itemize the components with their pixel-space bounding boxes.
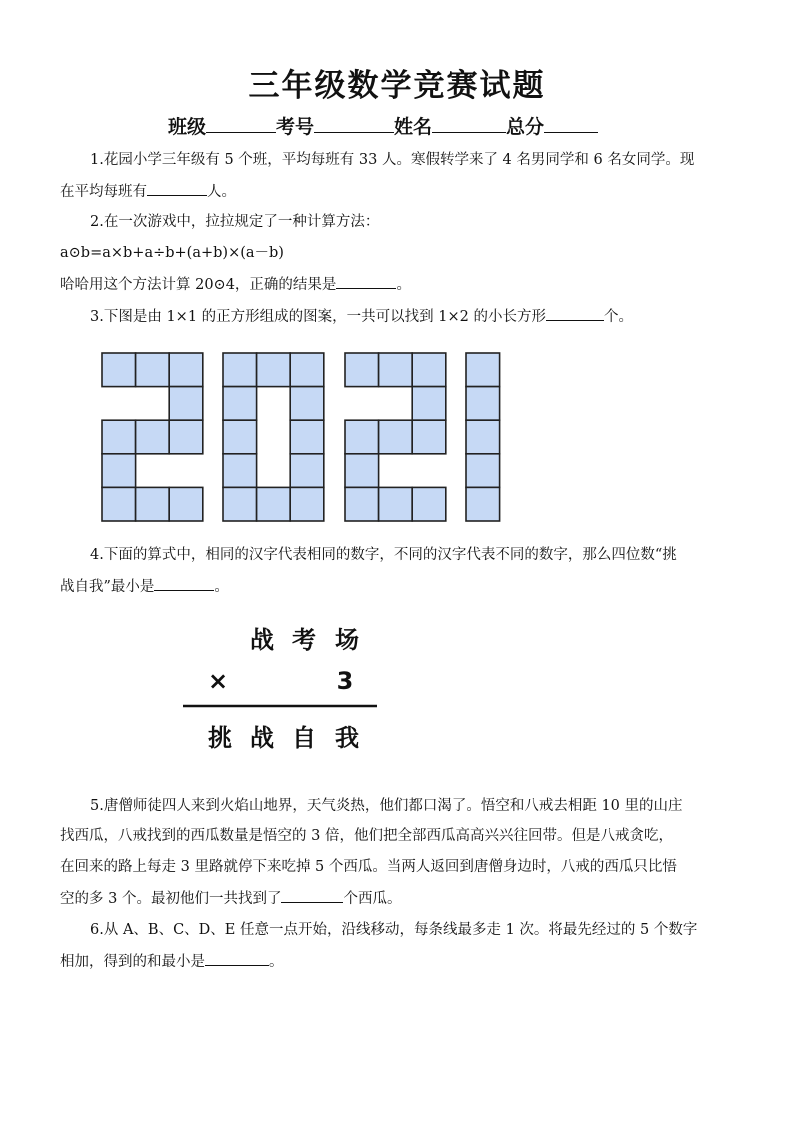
unit-square [223,387,257,421]
unit-square [169,353,203,387]
q4-line2 [60,576,229,597]
unit-square [102,487,136,521]
q4-text-end: 。 [214,579,229,595]
q6-line2 [60,951,284,972]
unit-square [136,353,170,387]
q5-line2: 找西瓜，八戒找到的西瓜数量是悟空的 3 倍，他们把全部西瓜高高兴兴往回带。但是八戒贪吃， [60,828,673,844]
q1-text-end: 人。 [207,184,236,200]
unit-square [169,420,203,454]
unit-square [290,353,324,387]
q6-answer-blank[interactable] [205,951,269,966]
multiplicand-digit: 场 [335,626,359,654]
q5-text: 空的多 3 个。最初他们一共找到了 [60,891,282,907]
unit-square [412,420,446,454]
q5-answer-blank[interactable] [281,888,343,903]
unit-square [466,454,500,488]
unit-square [290,420,324,454]
unit-square [223,454,257,488]
q4-answer-blank[interactable] [154,576,214,591]
q2-text: 哈哈用这个方法计算 20⊙4，正确的结果是 [60,277,337,293]
unit-square [345,353,379,387]
unit-square [223,420,257,454]
q3-text: 3.下图是由 1×1 的正方形组成的图案，一共可以找到 1×2 的小长方形 [90,309,546,325]
score-label: 总分 [506,116,545,138]
unit-square [412,387,446,421]
unit-square [345,454,379,488]
q3-text-end: 个。 [603,309,633,325]
name-label: 姓名 [394,116,433,138]
unit-square [223,353,257,387]
q6-text: 相加，得到的和最小是 [60,954,205,970]
unit-square [412,487,446,521]
unit-square [345,487,379,521]
class-label: 班级 [168,116,207,138]
multiply-operator: × [207,667,229,695]
q1-text: 在平均每班有 [60,184,147,200]
product-digit: 我 [335,724,359,752]
page-title: 三年级数学竞赛试题 [248,68,546,104]
unit-square [169,487,203,521]
unit-square [102,353,136,387]
unit-square [169,387,203,421]
multiplier-digit: 3 [336,667,354,695]
unit-square [136,487,170,521]
multiplicand-digit: 战 [250,626,274,654]
q5-line4 [60,888,401,909]
unit-square [257,353,291,387]
unit-square [102,420,136,454]
unit-square [466,387,500,421]
q2-text-end: 。 [396,277,411,293]
q5-line3: 在回来的路上每走 3 里路就停下来吃掉 5 个西瓜。当两人返回到唐僧身边时，八戒的西瓜只比悟 [60,859,677,875]
product-digit: 自 [292,724,316,752]
q5-line1: 5.唐僧师徒四人来到火焰山地界，天气炎热，他们都口渴了。悟空和八戒去相距 10 里的山庄 [90,798,683,814]
unit-square [290,487,324,521]
unit-square [466,487,500,521]
q1-line1: 1.花园小学三年级有 5 个班，平均每班有 33 人。寒假转学来了 4 名男同学和 6 名女同学。现 [90,152,695,168]
unit-square [257,487,291,521]
unit-square [466,353,500,387]
q5-text-end: 个西瓜。 [343,891,402,907]
q4-text: 战自我”最小是 [60,579,155,595]
q6-line1: 6.从 A、B、C、D、E 任意一点开始，沿线移动，每条线最多走 1 次。将最先经过的 5 个数字 [90,922,698,938]
unit-square [412,353,446,387]
product-digit: 战 [250,724,274,752]
unit-square [290,454,324,488]
unit-square [223,487,257,521]
product-digit: 挑 [208,724,232,752]
unit-square [136,420,170,454]
unit-square [379,420,413,454]
exam-no-label: 考号 [276,116,315,138]
q6-text-end: 。 [269,954,284,970]
multiplicand-digit: 考 [292,626,316,654]
unit-square [466,420,500,454]
q2-line1: 2.在一次游戏中，拉拉规定了一种计算方法： [90,214,380,230]
unit-square [379,487,413,521]
q4-vertical-multiplication [0,600,794,770]
unit-square [290,387,324,421]
unit-square [379,353,413,387]
unit-square [102,454,136,488]
q4-line1: 4.下面的算式中，相同的汉字代表相同的数字，不同的汉字代表不同的数字，那么四位数“挑 [90,547,677,563]
unit-square [345,420,379,454]
q2-formula: a⊙b=a×b+a÷b+(a+b)×(a－b) [60,245,284,261]
